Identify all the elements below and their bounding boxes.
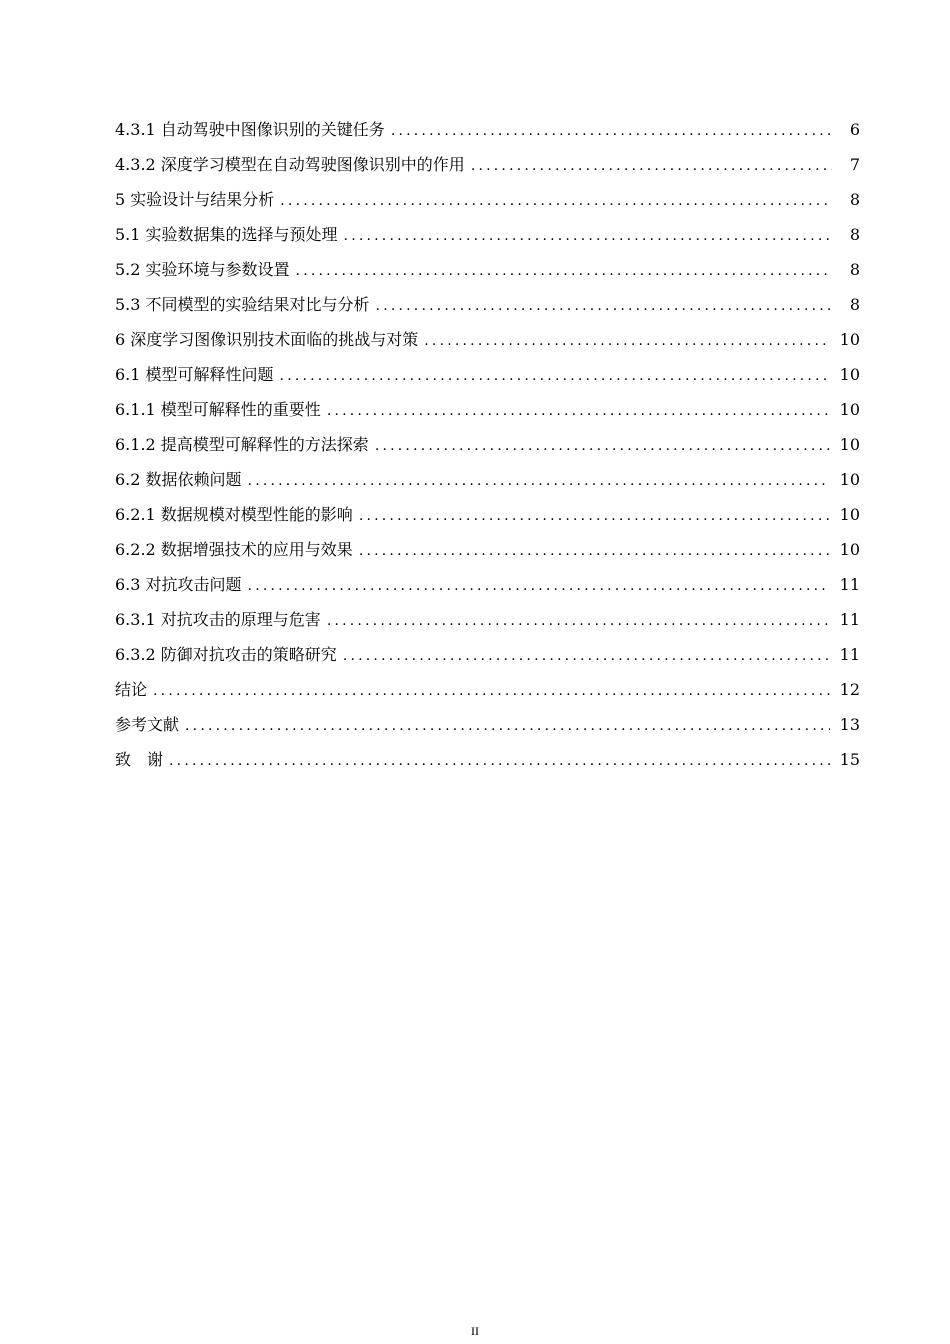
toc-entry-page: 8 [849,225,860,244]
toc-leader-dots [343,639,830,674]
toc-entry-title: 4.3.1 自动驾驶中图像识别的关键任务 [115,120,385,139]
toc-entry-page: 12 [839,680,860,699]
toc-entry[interactable] [115,217,860,252]
toc-entry[interactable] [115,462,860,497]
toc-entry-page: 10 [839,330,860,349]
toc-entry-page: 13 [839,715,860,734]
toc-entry-title: 6.1.2 提高模型可解释性的方法探索 [115,435,369,454]
toc-entry-page: 10 [839,435,860,454]
toc-entry-page: 10 [839,470,860,489]
toc-entry-title: 参考文献 [115,715,180,734]
toc-entry-title: 5 实验设计与结果分析 [115,190,275,209]
toc-entry-title: 5.3 不同模型的实验结果对比与分析 [115,295,370,314]
toc-entry-page: 11 [839,610,860,629]
toc-leader-dots [248,464,830,499]
toc-leader-dots [185,709,830,744]
toc-entry-title: 6.3 对抗攻击问题 [115,575,242,594]
toc-entry[interactable] [115,707,860,742]
toc-leader-dots [327,604,830,639]
toc-entry-page: 6 [849,120,860,139]
toc-entry-title: 致 谢 [115,750,164,769]
toc-entry[interactable] [115,742,860,777]
toc-entry-title: 6.3.2 防御对抗攻击的策略研究 [115,645,337,664]
toc-entry-page: 8 [849,260,860,279]
toc-entry-title: 6.3.1 对抗攻击的原理与危害 [115,610,321,629]
toc-entry-page: 8 [849,295,860,314]
toc-leader-dots [153,674,830,709]
toc-entry-title: 6.2.1 数据规模对模型性能的影响 [115,505,353,524]
toc-entry-page: 15 [839,750,860,769]
toc-leader-dots [391,114,832,149]
toc-entry-title: 4.3.2 深度学习模型在自动驾驶图像识别中的作用 [115,155,465,174]
toc-leader-dots [327,394,830,429]
toc-leader-dots [344,219,832,254]
toc-entry-page: 7 [849,155,860,174]
toc-entry[interactable] [115,497,860,532]
toc-entry-title: 5.2 实验环境与参数设置 [115,260,290,279]
toc-entry-title: 结论 [115,680,148,699]
toc-entry-page: 8 [849,190,860,209]
toc-entry-page: 11 [839,575,860,594]
toc-entry-page: 10 [839,505,860,524]
toc-entry-title: 5.1 实验数据集的选择与预处理 [115,225,338,244]
toc-entry[interactable] [115,567,860,602]
toc-entry[interactable] [115,287,860,322]
toc-entry-title: 6.1 模型可解释性问题 [115,365,274,384]
toc-entry[interactable] [115,532,860,567]
toc-entry[interactable] [115,392,860,427]
toc-leader-dots [280,184,832,219]
toc-entry-page: 11 [839,645,860,664]
table-of-contents [115,112,860,777]
toc-entry-title: 6 深度学习图像识别技术面临的挑战与对策 [115,330,419,349]
toc-entry[interactable] [115,182,860,217]
toc-leader-dots [375,429,830,464]
toc-entry-title: 6.1.1 模型可解释性的重要性 [115,400,321,419]
toc-entry[interactable] [115,147,860,182]
toc-entry[interactable] [115,637,860,672]
toc-leader-dots [248,569,830,604]
toc-entry[interactable] [115,672,860,707]
toc-entry-page: 10 [839,400,860,419]
page-number: II [471,1324,479,1338]
toc-entry-page: 10 [839,540,860,559]
toc-leader-dots [359,499,830,534]
toc-leader-dots [471,149,832,184]
toc-entry-title: 6.2 数据依赖问题 [115,470,242,489]
toc-entry-page: 10 [839,365,860,384]
toc-entry[interactable] [115,602,860,637]
toc-entry[interactable] [115,357,860,392]
toc-leader-dots [359,534,830,569]
toc-leader-dots [280,359,830,394]
toc-leader-dots [296,254,832,289]
toc-entry[interactable] [115,252,860,287]
toc-entry[interactable] [115,427,860,462]
toc-leader-dots [376,289,832,324]
toc-leader-dots [424,324,829,359]
toc-leader-dots [169,744,830,779]
toc-entry-title: 6.2.2 数据增强技术的应用与效果 [115,540,353,559]
toc-entry[interactable] [115,112,860,147]
toc-entry[interactable] [115,322,860,357]
